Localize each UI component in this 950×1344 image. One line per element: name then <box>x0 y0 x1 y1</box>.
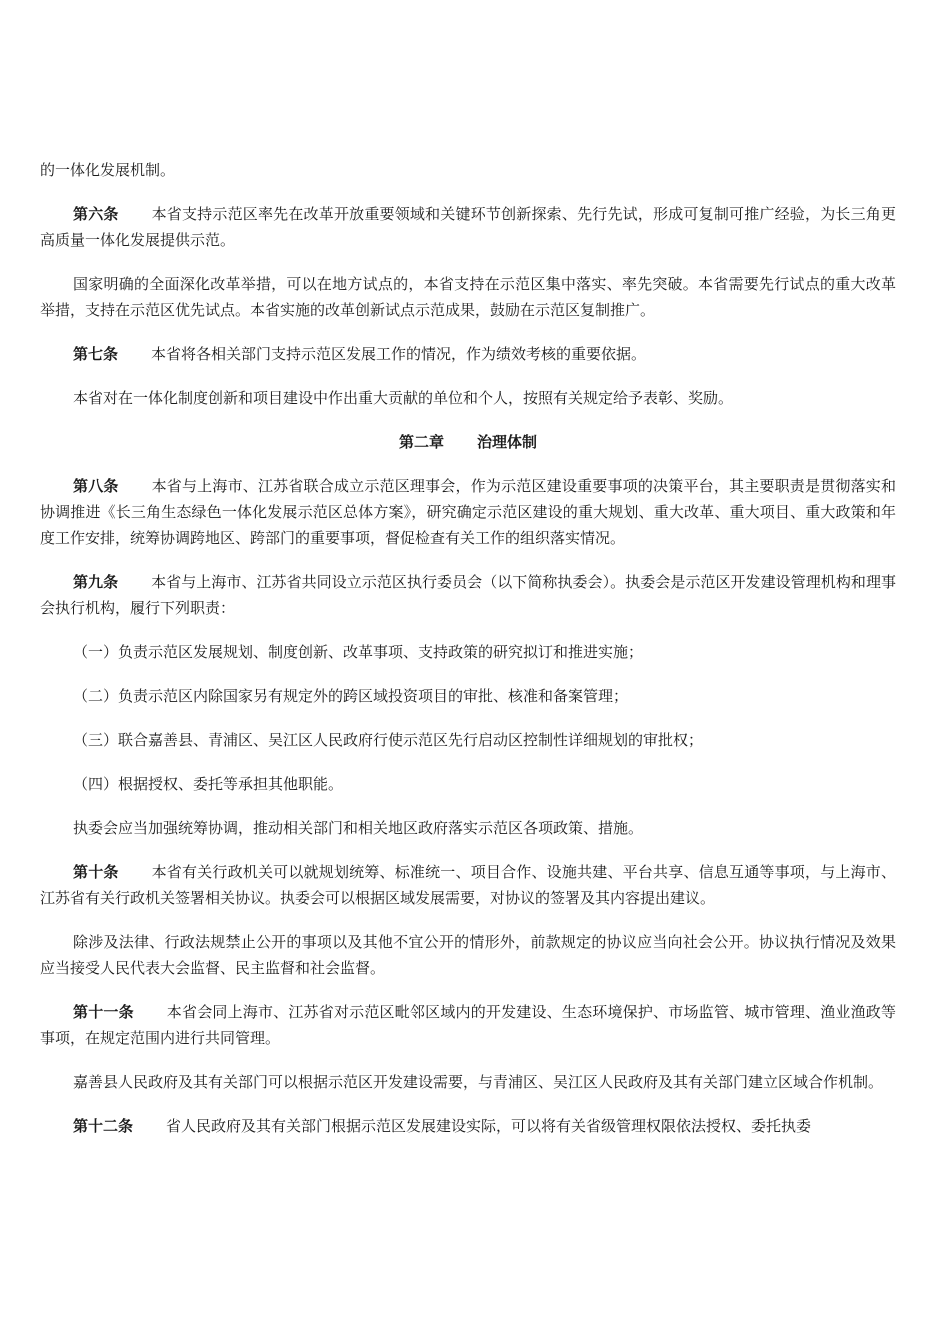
list-item: （四）根据授权、委托等承担其他职能。 <box>73 775 344 793</box>
chapter-title: 治理体制 <box>477 433 538 451</box>
article-10 <box>40 859 896 911</box>
article-text: 本省将各相关部门支持示范区发展工作的情况，作为绩效考核的重要依据。 <box>151 345 647 363</box>
article-8 <box>40 473 896 551</box>
paragraph: 执委会应当加强统筹协调，推动相关部门和相关地区政府落实示范区各项政策、措施。 <box>73 819 644 837</box>
paragraph-continuation: 的一体化发展机制。 <box>40 161 176 179</box>
list-item: （二）负责示范区内除国家另有规定外的跨区域投资项目的审批、核准和备案管理； <box>73 687 629 705</box>
article-number: 第六条 <box>73 205 119 223</box>
article-number: 第十二条 <box>73 1117 134 1135</box>
chapter-number: 第二章 <box>398 433 444 451</box>
article-text: 本省支持示范区率先在改革开放重要领域和关键环节创新探索、先行先试，形成可复制可推广经验，为长三角更高质量一体化发展提供示范。 <box>40 205 896 249</box>
article-number: 第七条 <box>73 345 119 363</box>
list-item: （三）联合嘉善县、青浦区、吴江区人民政府行使示范区先行启动区控制性详细规划的审批权； <box>73 731 704 749</box>
article-text: 本省会同上海市、江苏省对示范区毗邻区域内的开发建设、生态环境保护、市场监管、城市管理、渔业渔政等事项，在规定范围内进行共同管理。 <box>40 1003 896 1047</box>
paragraph: 本省对在一体化制度创新和项目建设中作出重大贡献的单位和个人，按照有关规定给予表彰、奖励。 <box>73 389 734 407</box>
paragraph: 嘉善县人民政府及其有关部门可以根据示范区开发建设需要，与青浦区、吴江区人民政府及其有关部门建立区域合作机制。 <box>73 1073 884 1091</box>
article-12 <box>40 1113 896 1139</box>
article-6 <box>40 201 896 253</box>
article-text: 本省与上海市、江苏省联合成立示范区理事会，作为示范区建设重要事项的决策平台，其主要职责是贯彻落实和协调推进《长三角生态绿色一体化发展示范区总体方案》，研究确定示范区建设的重大规划、重大改革、重大项目、重大政策和年度工作安排，统筹协调跨地区、跨部门的重要事项，督促检查有关工作的组织落实情况。 <box>40 477 896 547</box>
article-text: 本省有关行政机关可以就规划统筹、标准统一、项目合作、设施共建、平台共享、信息互通等事项，与上海市、江苏省有关行政机关签署相关协议。执委会可以根据区域发展需要，对协议的签署及其内容提出建议。 <box>40 863 896 907</box>
list-item: （一）负责示范区发展规划、制度创新、改革事项、支持政策的研究拟订和推进实施； <box>73 643 644 661</box>
article-number: 第十一条 <box>73 1003 134 1021</box>
chapter-heading <box>40 429 896 455</box>
article-number: 第八条 <box>73 477 119 495</box>
paragraph: 除涉及法律、行政法规禁止公开的事项以及其他不宜公开的情形外，前款规定的协议应当向社会公开。协议执行情况及效果应当接受人民代表大会监督、民主监督和社会监督。 <box>40 933 896 977</box>
article-text: 省人民政府及其有关部门根据示范区发展建设实际，可以将有关省级管理权限依法授权、委托执委 <box>166 1117 812 1135</box>
article-7 <box>40 341 896 367</box>
paragraph: 国家明确的全面深化改革举措，可以在地方试点的，本省支持在示范区集中落实、率先突破。本省需要先行试点的重大改革举措，支持在示范区优先试点。本省实施的改革创新试点示范成果，鼓励在示范区复制推广。 <box>40 275 896 319</box>
article-11 <box>40 999 896 1051</box>
article-number: 第十条 <box>73 863 119 881</box>
article-text: 本省与上海市、江苏省共同设立示范区执行委员会（以下简称执委会）。执委会是示范区开发建设管理机构和理事会执行机构，履行下列职责： <box>40 573 896 617</box>
article-number: 第九条 <box>73 573 119 591</box>
document-body <box>40 157 896 1157</box>
article-9 <box>40 569 896 621</box>
